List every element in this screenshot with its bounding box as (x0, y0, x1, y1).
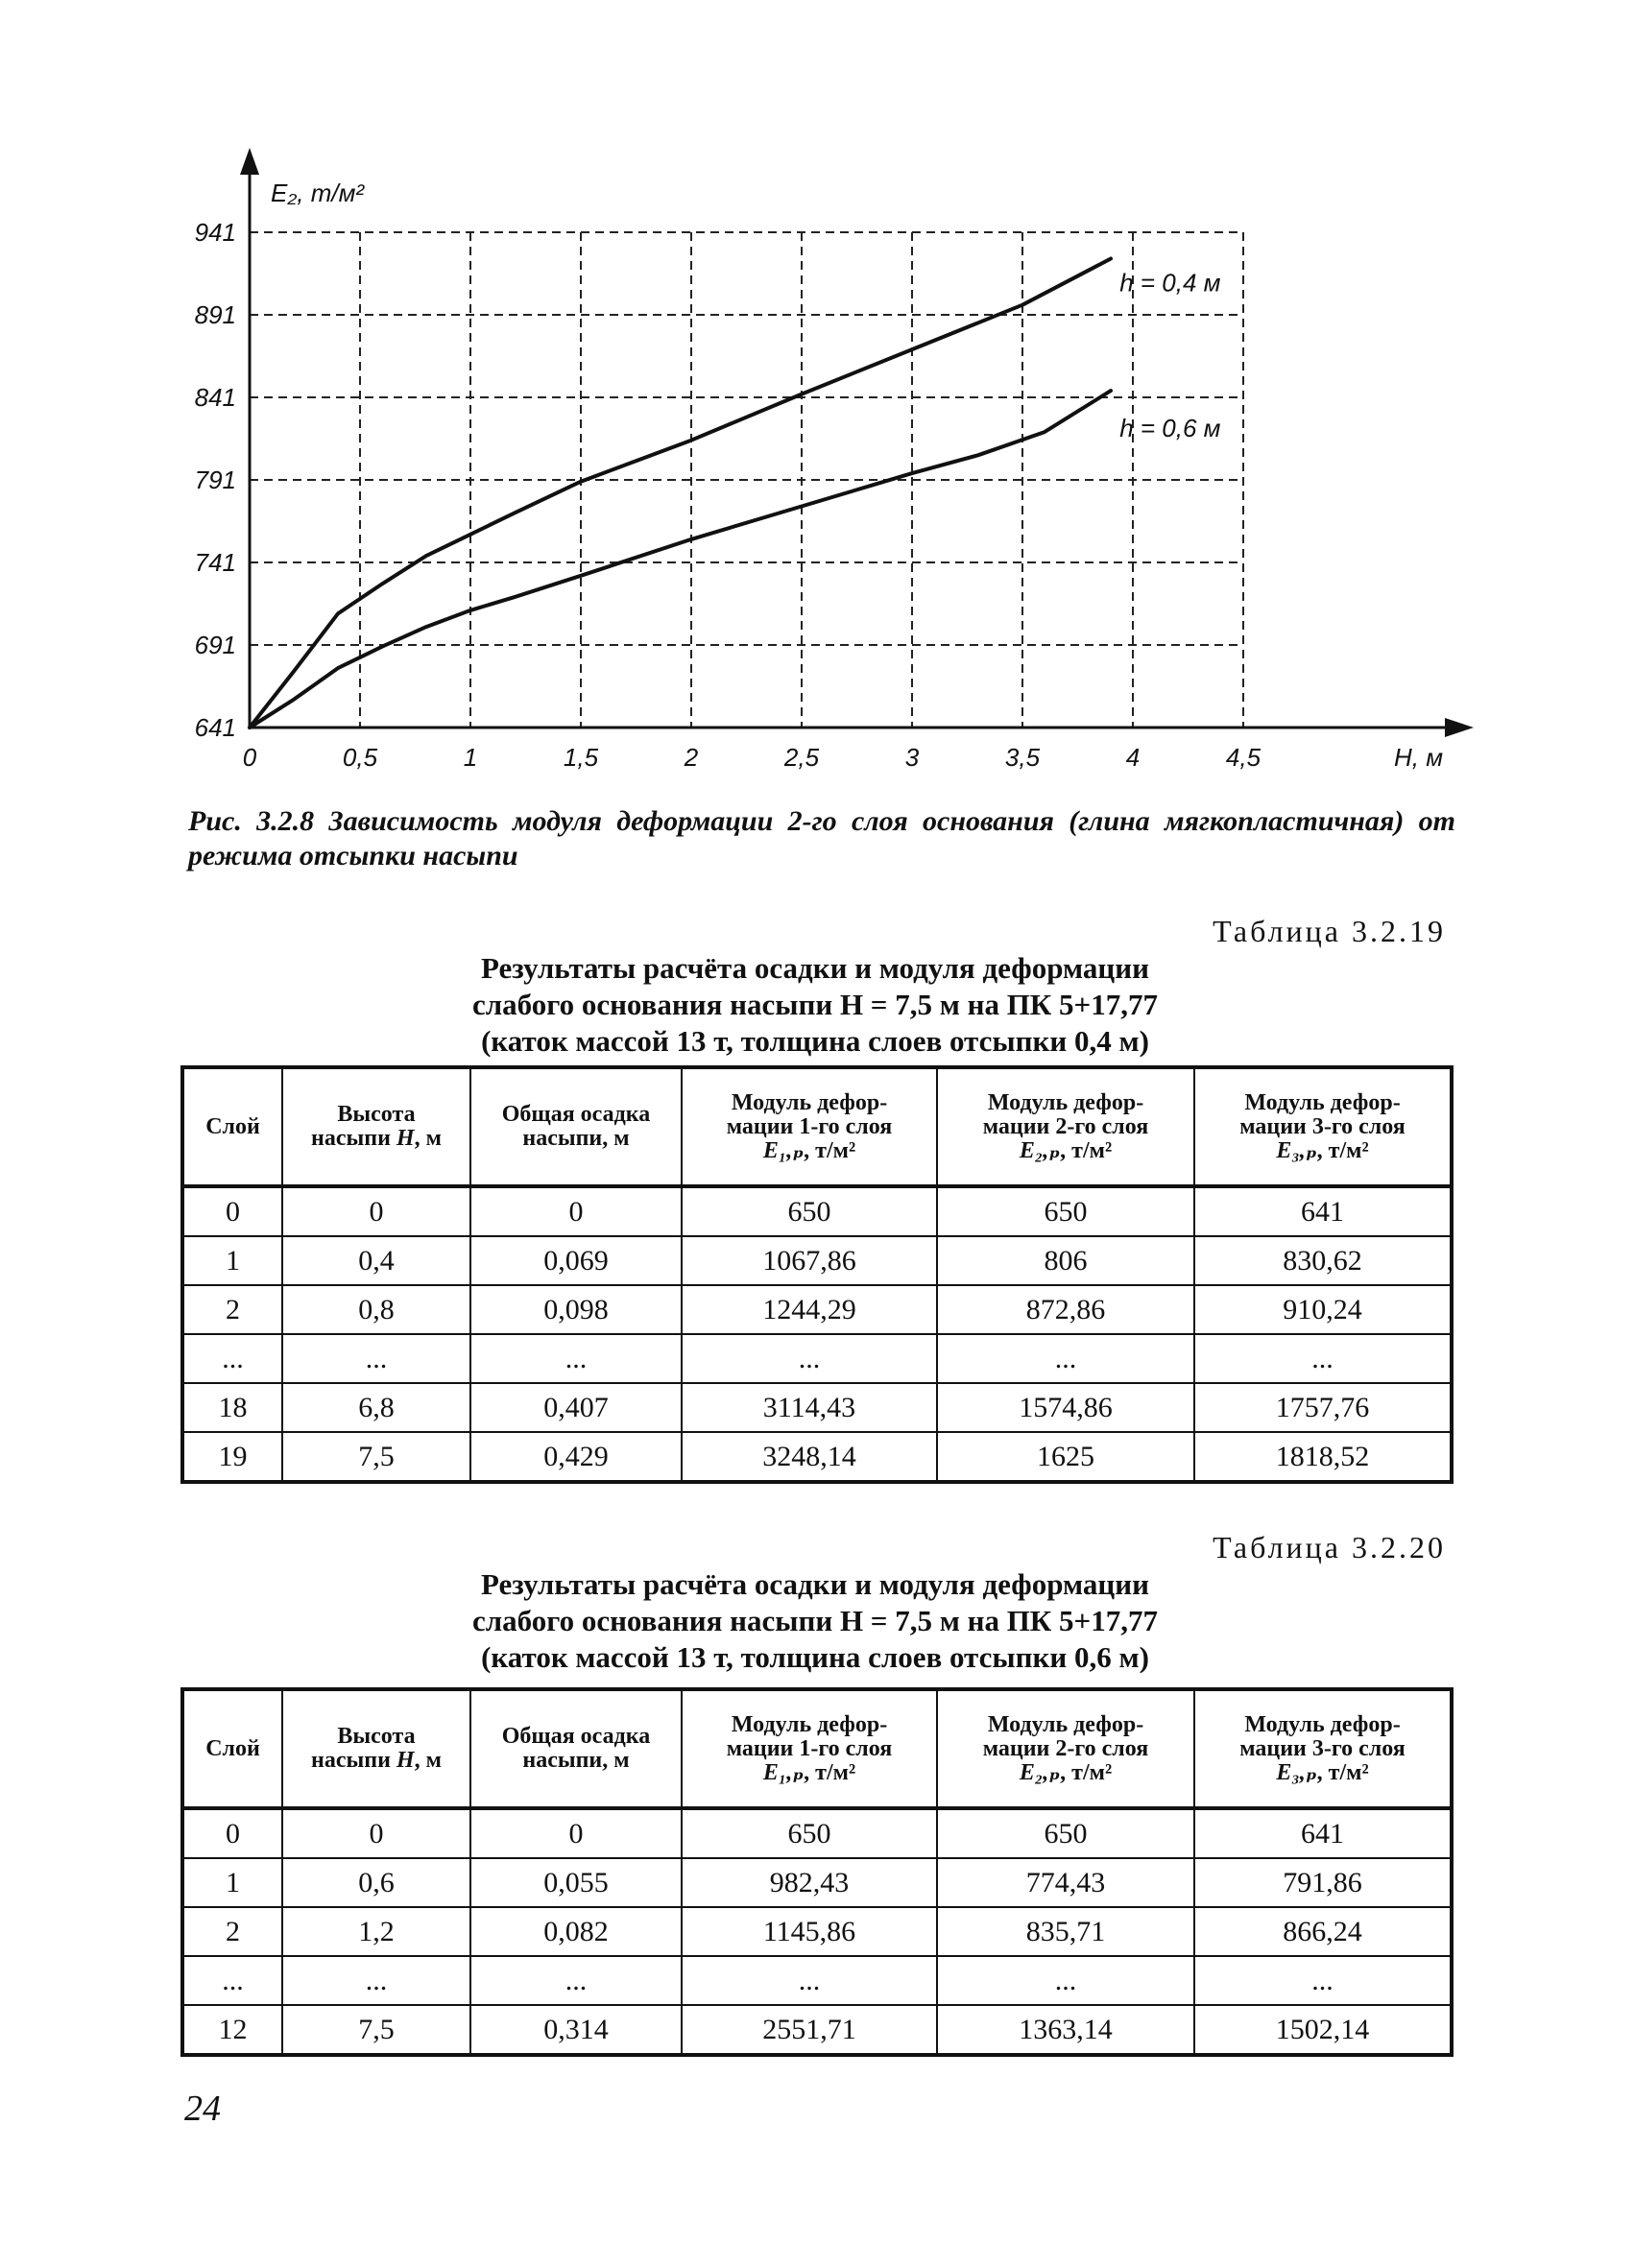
col-header-e3: Модуль дефор- мации 3-го слоя E₃,ₚ, т/м² (1194, 1689, 1452, 1808)
x-tick-label: 4 (1125, 743, 1141, 772)
col-header-settlement: Общая осадка насыпи, м (470, 1689, 682, 1808)
table-cell: 2551,71 (682, 2005, 937, 2055)
chart-series (250, 259, 1111, 728)
table-cell: 0 (282, 1186, 470, 1236)
deformation-modulus-chart (173, 144, 1478, 797)
table-cell: 1574,86 (937, 1383, 1194, 1432)
table-cell: 835,71 (937, 1907, 1194, 1956)
table-cell: 1625 (937, 1432, 1194, 1482)
x-tick-label: 3 (904, 743, 920, 772)
table-cell: 1067,86 (682, 1236, 937, 1285)
chart-axes (240, 148, 1474, 737)
y-tick-label: 841 (194, 383, 236, 412)
table-cell: 3248,14 (682, 1432, 937, 1482)
table1-body (182, 1186, 1452, 1482)
table-cell: 650 (682, 1808, 937, 1858)
table-cell: 1363,14 (937, 2005, 1194, 2055)
y-axis-title: E₂, т/м² (271, 179, 365, 207)
table-cell: 806 (937, 1236, 1194, 1285)
table-cell: 19 (182, 1432, 282, 1482)
col-header-e2: Модуль дефор- мации 2-го слоя E₂,ₚ, т/м² (937, 1689, 1194, 1808)
x-tick-label: 1,5 (563, 743, 599, 772)
x-tick-label: 0,5 (342, 743, 378, 772)
table-cell: 0,429 (470, 1432, 682, 1482)
table-cell: 910,24 (1194, 1285, 1452, 1334)
table-cell: 0 (470, 1808, 682, 1858)
table-cell: 2 (182, 1285, 282, 1334)
x-tick-label: 3,5 (1004, 743, 1041, 772)
table-cell: 641 (1194, 1186, 1452, 1236)
table-cell: 1,2 (282, 1907, 470, 1956)
figure-caption: Рис. 3.2.8 Зависимость модуля деформации 2-го слоя основания (глина мягкопластичная) от режима отсыпки насыпи (188, 805, 1455, 871)
table2-title-line3: (каток массой 13 т, толщина слоев отсыпки 0,6 м) (481, 1640, 1149, 1674)
table-cell: 0,407 (470, 1383, 682, 1432)
table-cell: ... (182, 1956, 282, 2005)
table2-title-line1: Результаты расчёта осадки и модуля деформации (481, 1567, 1149, 1601)
y-tick-label: 741 (194, 548, 236, 577)
table-cell: 650 (937, 1808, 1194, 1858)
table-cell: 0 (282, 1808, 470, 1858)
table-cell: ... (470, 1956, 682, 2005)
table2-number: Таблица 3.2.20 (1213, 1530, 1446, 1564)
table-cell: 0 (182, 1808, 282, 1858)
table-cell: 0,069 (470, 1236, 682, 1285)
table-cell: 2 (182, 1907, 282, 1956)
table-row (182, 1858, 1452, 1907)
table-row (182, 1285, 1452, 1334)
table-cell: 0,082 (470, 1907, 682, 1956)
table-cell: 774,43 (937, 1858, 1194, 1907)
table-row (182, 1808, 1452, 1858)
table-cell: 0,055 (470, 1858, 682, 1907)
table-row (182, 2005, 1452, 2055)
table1-title-line2: слабого основания насыпи H = 7,5 м на ПК 5+17,77 (472, 988, 1158, 1021)
table2-title-line2: слабого основания насыпи H = 7,5 м на ПК 5+17,77 (472, 1604, 1158, 1637)
table-cell: 1757,76 (1194, 1383, 1452, 1432)
table-cell: 0 (182, 1186, 282, 1236)
y-tick-label: 691 (194, 631, 236, 659)
col-header-layer: Слой (182, 1689, 282, 1808)
table-cell: 641 (1194, 1808, 1452, 1858)
table1-title (180, 950, 1450, 1060)
col-header-e1: Модуль дефор- мации 1-го слоя E₁,ₚ, т/м² (682, 1067, 937, 1186)
table-cell: ... (682, 1956, 937, 2005)
table-cell: 982,43 (682, 1858, 937, 1907)
table2-title (180, 1566, 1450, 1676)
settlement-table-2 (180, 1687, 1454, 2057)
table-cell: 3114,43 (682, 1383, 937, 1432)
table-cell: 1 (182, 1858, 282, 1907)
series-line-1 (250, 259, 1111, 728)
y-tick-label: 641 (194, 713, 236, 742)
table-cell: 1244,29 (682, 1285, 937, 1334)
table-cell: ... (282, 1956, 470, 2005)
table-cell: 1818,52 (1194, 1432, 1452, 1482)
table-row (182, 1236, 1452, 1285)
table-cell: 872,86 (937, 1285, 1194, 1334)
table-cell: 830,62 (1194, 1236, 1452, 1285)
table-cell: ... (1194, 1334, 1452, 1383)
x-tick-label: 1 (463, 743, 478, 772)
table-cell: 0 (470, 1186, 682, 1236)
table-cell: ... (937, 1334, 1194, 1383)
table-cell: ... (937, 1956, 1194, 2005)
table-cell: ... (182, 1334, 282, 1383)
x-axis-arrow (1445, 718, 1474, 737)
x-tick-label: 2,5 (783, 743, 820, 772)
col-header-e3: Модуль дефор- мации 3-го слоя E₃,ₚ, т/м² (1194, 1067, 1452, 1186)
table-cell: ... (470, 1334, 682, 1383)
table1-title-line3: (каток массой 13 т, толщина слоев отсыпки 0,4 м) (481, 1024, 1149, 1058)
table-row (182, 1334, 1452, 1383)
col-header-e2: Модуль дефор- мации 2-го слоя E₂,ₚ, т/м² (937, 1067, 1194, 1186)
y-axis-arrow (240, 148, 259, 175)
table-cell: 1145,86 (682, 1907, 937, 1956)
table-cell: 7,5 (282, 2005, 470, 2055)
table-cell: 18 (182, 1383, 282, 1432)
table-row (182, 1383, 1452, 1432)
table-cell: 6,8 (282, 1383, 470, 1432)
settlement-table-1 (180, 1065, 1454, 1484)
series-line-2 (250, 391, 1111, 728)
chart-labels (195, 179, 1444, 772)
col-header-height: Высота насыпи H, м (282, 1689, 470, 1808)
y-tick-label: 791 (194, 466, 236, 494)
table-row (182, 1956, 1452, 2005)
table-cell: 1 (182, 1236, 282, 1285)
table-row (182, 1186, 1452, 1236)
table-cell: 7,5 (282, 1432, 470, 1482)
table-header-row (182, 1067, 1452, 1186)
table-row (182, 1907, 1452, 1956)
col-header-layer: Слой (182, 1067, 282, 1186)
table-cell: ... (1194, 1956, 1452, 2005)
x-tick-label: 4,5 (1225, 743, 1262, 772)
col-header-height: Высота насыпи H, м (282, 1067, 470, 1186)
chart-grid (250, 232, 1243, 728)
table-cell: 0,314 (470, 2005, 682, 2055)
col-header-settlement: Общая осадка насыпи, м (470, 1067, 682, 1186)
table-header-row (182, 1689, 1452, 1808)
table-cell: 650 (937, 1186, 1194, 1236)
page-number: 24 (184, 2089, 221, 2129)
col-header-e1: Модуль дефор- мации 1-го слоя E₁,ₚ, т/м² (682, 1689, 937, 1808)
table-cell: 1502,14 (1194, 2005, 1452, 2055)
table-cell: 866,24 (1194, 1907, 1452, 1956)
table1-title-line1: Результаты расчёта осадки и модуля деформации (481, 951, 1149, 985)
table-cell: 0,098 (470, 1285, 682, 1334)
table-cell: ... (282, 1334, 470, 1383)
table-cell: 650 (682, 1186, 937, 1236)
table-cell: 0,6 (282, 1858, 470, 1907)
x-axis-title: H, м (1394, 743, 1444, 772)
table-cell: 12 (182, 2005, 282, 2055)
table-cell: ... (682, 1334, 937, 1383)
table1-number: Таблица 3.2.19 (1213, 914, 1446, 948)
table-cell: 791,86 (1194, 1858, 1452, 1907)
y-tick-label: 891 (194, 300, 236, 329)
table-row (182, 1432, 1452, 1482)
series-label-1: h = 0,4 м (1119, 268, 1221, 298)
x-tick-label: 0 (242, 743, 257, 772)
table-cell: 0,4 (282, 1236, 470, 1285)
series-label-2: h = 0,6 м (1119, 414, 1221, 443)
x-tick-label: 2 (684, 743, 699, 772)
table2-body (182, 1808, 1452, 2055)
y-tick-label: 941 (194, 218, 236, 247)
table-cell: 0,8 (282, 1285, 470, 1334)
